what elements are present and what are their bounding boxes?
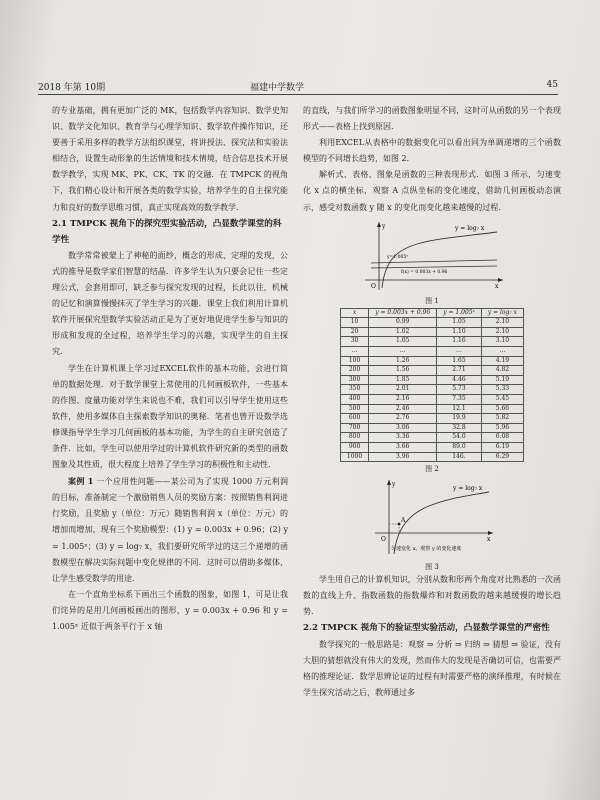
right-column — [303, 103, 561, 701]
table-cell: … — [340, 347, 368, 357]
table-cell: 2.76 — [369, 414, 437, 424]
table-header-cell: y = 1.005ˣ — [437, 308, 482, 318]
table-cell: 3.96 — [369, 452, 437, 462]
page-number: 45 — [546, 80, 558, 90]
table-cell: 6.08 — [481, 433, 523, 443]
table-cell: 32.8 — [437, 423, 482, 433]
table-cell: 1.05 — [437, 318, 482, 328]
table-cell: 1.16 — [437, 337, 482, 347]
table-row — [340, 395, 523, 405]
figure-1-graph — [357, 220, 507, 292]
table-cell: 6.19 — [481, 442, 523, 452]
table-cell: 19.9 — [437, 414, 482, 424]
table-cell: 2.71 — [437, 366, 482, 376]
paragraph: 数学常常被蒙上了神秘的面纱，概念的形成、定理的发现，公式的推导是数学家们智慧的结晶．许多学生认为只要会记住一些定理公式，会套用即可，缺乏参与探究发现的过程，长此以往，机械的记忆和演算慢慢抹灭了学生学习的兴趣．课堂上我们利用计算机软件开展探究型数学实验活动正是为了更好地促进学生参与知识的形成和发现的全过程，培养学生学习的兴趣，实现学生的自主探究． — [52, 250, 288, 357]
fig1-origin: O — [371, 282, 376, 290]
fig3-x-axis-label: x — [487, 536, 491, 544]
table-row — [340, 442, 523, 452]
table-row — [340, 366, 523, 376]
table-row — [340, 356, 523, 366]
fig3-y-axis-label: y — [392, 481, 396, 489]
fig1-x-axis-label: x — [495, 282, 499, 290]
figure-2-table — [340, 308, 524, 463]
table-cell: 1.26 — [369, 356, 437, 366]
table-cell: 4.46 — [437, 375, 482, 385]
table-cell: 5.45 — [481, 395, 523, 405]
table-cell: 3.06 — [369, 423, 437, 433]
table-cell: 5.19 — [481, 375, 523, 385]
table-cell: 4.82 — [481, 366, 523, 376]
fig3-func-label: y = log₇ x — [453, 485, 483, 493]
table-cell: 5.82 — [481, 414, 523, 424]
table-row — [340, 423, 523, 433]
figure-3 — [367, 478, 497, 558]
table-cell: 100 — [340, 356, 368, 366]
table-cell: 1.65 — [437, 356, 482, 366]
table-cell: 3.10 — [481, 337, 523, 347]
issue-label: 2018 年第 10期 — [38, 83, 106, 93]
figure-3-caption: 图 3 — [425, 563, 439, 572]
table-cell: 2.10 — [481, 318, 523, 328]
fig1-exp-label: y=1.005ˣ — [387, 254, 409, 260]
table-header-cell: y = log₇ x — [481, 308, 523, 318]
table-cell: 10 — [340, 318, 368, 328]
table-cell: 3.66 — [369, 442, 437, 452]
fig3-point-A: A — [401, 517, 406, 525]
table-header-row — [340, 308, 523, 318]
table-cell: 2.01 — [369, 385, 437, 395]
table-cell: 30 — [340, 337, 368, 347]
table-cell: … — [369, 347, 437, 357]
table-cell: 89.0 — [437, 442, 482, 452]
table-row — [340, 414, 523, 424]
table-cell: 2.10 — [481, 327, 523, 337]
table-cell: 800 — [340, 433, 368, 443]
table-cell: 54.0 — [437, 433, 482, 443]
table-cell: 2.16 — [369, 395, 437, 405]
journal-title: 福建中学数学 — [250, 83, 305, 93]
table-cell: 3.36 — [369, 433, 437, 443]
table-cell: 1.05 — [369, 337, 437, 347]
fig1-log-label: y = log₇ x — [455, 224, 485, 232]
paragraph: 解析式、表格、图象是函数的三种表现形式．如图 3 所示，匀速变化 x 点的横坐标，观察 A 点纵坐标的变化速度，借助几何画板动态演示，感受对数函数 y 随 x 的变化而变化越来越慢的过程． — [303, 170, 561, 212]
table-header-cell: y = 0.003x + 0.96 — [369, 308, 437, 318]
table-row — [340, 404, 523, 414]
table-cell: 1.56 — [369, 366, 437, 376]
table-row — [340, 375, 523, 385]
paragraph: 的直线，与我们所学习的函数图象明显不同，这时可从函数的另一个表现形式——表格上找到原因． — [303, 106, 561, 132]
figure-2-caption: 图 2 — [425, 465, 439, 474]
fig1-linear-label: f(x) = 0.003x + 0.96 — [401, 269, 448, 275]
table-row — [340, 433, 523, 443]
table-cell: 7.35 — [437, 395, 482, 405]
figure-1-caption: 图 1 — [425, 296, 439, 305]
table-cell: … — [481, 347, 523, 357]
running-header — [38, 80, 558, 95]
table-row — [340, 318, 523, 328]
table-cell: 5.73 — [437, 385, 482, 395]
table-cell: 6.29 — [481, 452, 523, 462]
table-cell: 0.99 — [369, 318, 437, 328]
table-row — [340, 327, 523, 337]
fig3-origin: O — [381, 536, 386, 544]
section-heading-2-2: 2.2 TMPCK 视角下的验证型实验活动，凸显数学课堂的严密性 — [303, 623, 550, 634]
table-cell: 5.96 — [481, 423, 523, 433]
fig3-annotation: 匀速变化 x，观察 y 的变化速度 — [391, 546, 462, 553]
table-cell: … — [437, 347, 482, 357]
table-cell: 350 — [340, 385, 368, 395]
table-cell: 20 — [340, 327, 368, 337]
table-cell: 700 — [340, 423, 368, 433]
table-cell: 146. — [437, 452, 482, 462]
section-heading-2-1: 2.1 TMPCK 视角下的探究型实验活动，凸显数学课堂的科学性 — [52, 218, 282, 245]
table-row — [340, 347, 523, 357]
case-text: 一个应用性问题——某公司为了实现 1000 万元利润的目标，准备制定一个激励销售人员的奖励方案：按照销售利润进行奖励，且奖励 y（单位：万元）随销售利润 x（单位：万元）的增加而增加，现有三个奖励模型：(1) y = 0.003x + 0.96；(2) y = 1.005ˣ；(3) y = log₇ x，我们要研究所学过的这三个递增的函数模型在解决实际问题中变化规律的不同．这时可以借助多媒体，让学生感受数学的用途． — [52, 477, 288, 583]
case-label: 案例 1 — [68, 476, 94, 487]
left-column — [52, 103, 288, 635]
table-cell: 2.46 — [369, 404, 437, 414]
table-header-cell: x — [340, 308, 368, 318]
table-cell: 5.33 — [481, 385, 523, 395]
table-row — [340, 452, 523, 462]
table-cell: 12.1 — [437, 404, 482, 414]
table-cell: 600 — [340, 414, 368, 424]
table-cell: 200 — [340, 366, 368, 376]
paragraph: 学生在计算机课上学习过EXCEL软件的基本功能，会进行简单的数据处理．对于数学课堂上常使用的几何画板软件，一些基本的作图、度量功能对学生来说也不难，我们可以引导学生使用这些软件，使用多媒体自主探索数学知识的奥秘．笔者也曾开设数学选修课指导学生学习几何画板的基本功能，为学生的自主研究创造了条件．比如，学生可以使用学过的计算机软件研究新的类型的函数图象及其性质，很大程度上培养了学生学习的积极性和主动性． — [52, 363, 288, 470]
table-row — [340, 337, 523, 347]
table-cell: 300 — [340, 375, 368, 385]
case-paragraph — [52, 473, 288, 587]
table-cell: 1.02 — [369, 327, 437, 337]
table-cell: 1000 — [340, 452, 368, 462]
paragraph: 的专业基础，拥有更加广泛的 MK，包括数学内容知识、数学史知识、数学文化知识、教育学与心理学知识、数学软件操作知识，还要善于采用多样的教学方法组织课堂，将讲授法、探究法和实验法相结合，设置生动形象的生活情境和技术情境，结合信息技术开展数学教学，实现 MK、PK、CK、TK 的交融．在 TMPCK 的视角下，我们精心设计和开展各类的数学实验，培养学生的自主探究能力和良好的数学思维习惯，真正实现高效的数学教学． — [52, 106, 288, 212]
paragraph: 在一个直角坐标系下画出三个函数的图象，如图 1，可是让我们诧异的是用几何画板画出的图形，y = 0.003x + 0.96 和 y = 1.005ˣ 近似于两条平行于 x 轴 — [52, 589, 288, 631]
table-cell: 1.10 — [437, 327, 482, 337]
paragraph: 学生用自己的计算机知识，分别从数和形两个角度对比熟悉的一次函数的直线上升、指数函数的指数爆炸和对数函数的越来越缓慢的增长趋势． — [303, 575, 561, 617]
table-cell: 1.85 — [369, 375, 437, 385]
fig1-y-axis-label: y — [382, 222, 386, 230]
table-cell: 900 — [340, 442, 368, 452]
table-cell: 4.19 — [481, 356, 523, 366]
table-row — [340, 385, 523, 395]
table-cell: 500 — [340, 404, 368, 414]
figure-3-graph — [367, 478, 497, 558]
table-cell: 5.66 — [481, 404, 523, 414]
figure-1 — [357, 220, 507, 292]
paragraph: 利用EXCEL从表格中的数据变化可以看出同为单调递增的三个函数模型的不同增长趋势，如图 2． — [303, 138, 561, 164]
table-cell: 400 — [340, 395, 368, 405]
paragraph: 数学探究的一般思路是：观察 ⇒ 分析 ⇒ 归纳 ⇒ 猜想 ⇒ 验证，没有大胆的猜想就没有伟大的发现，然而伟大的发现是否确切可信，也需要严格的推理论证．数学思辨论证的过程有时需要严格的演绎推理，有时候在学生探究活动之后，教师通过多 — [303, 639, 561, 697]
